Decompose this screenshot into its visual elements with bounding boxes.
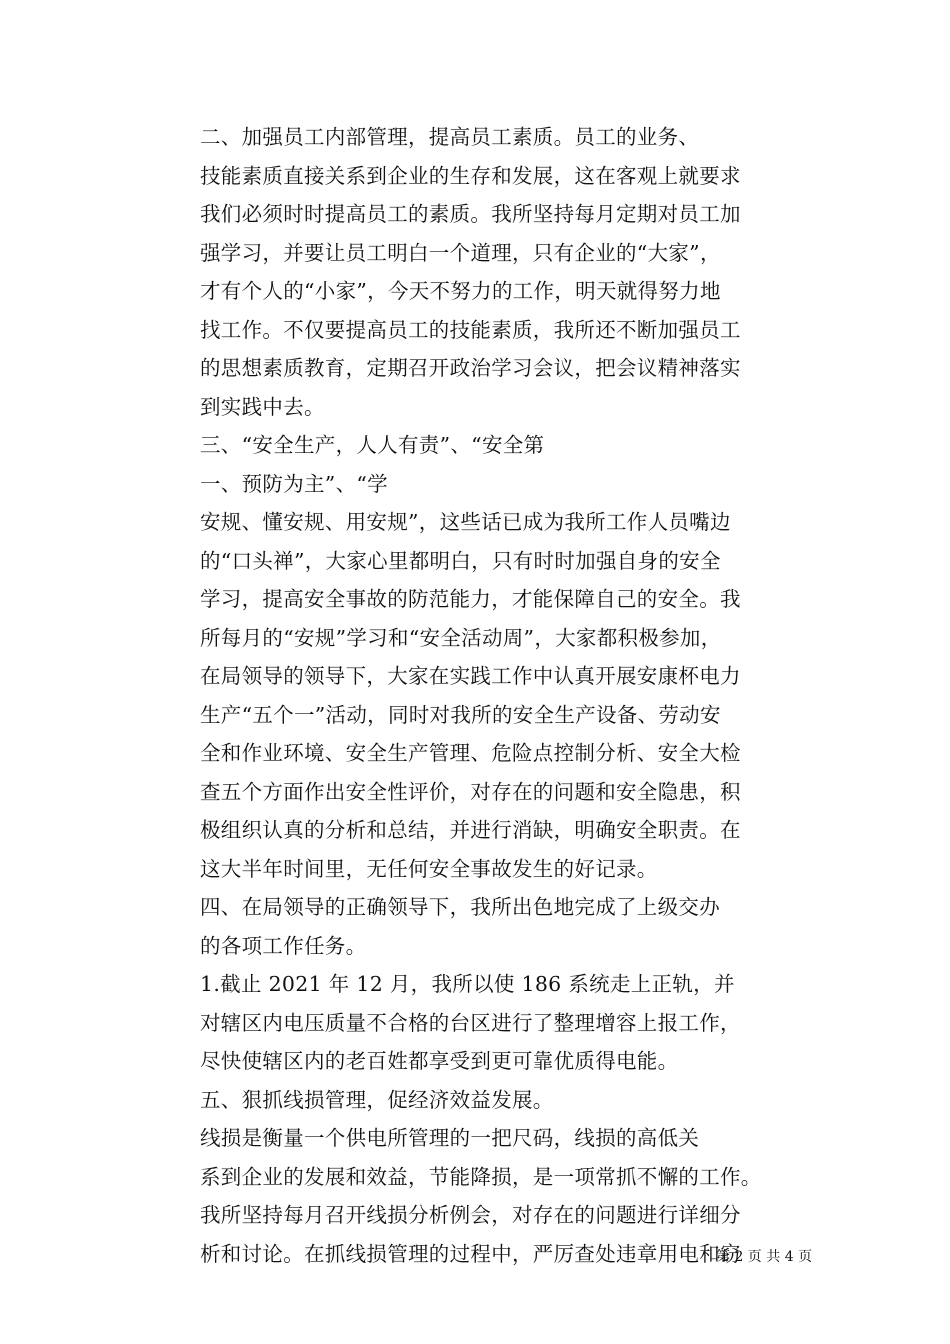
- text-line: 析和讨论。在抓线损管理的过程中，严厉查处违章用电和窃: [200, 1241, 741, 1266]
- page-number: 第 2 页 共 4 页: [716, 1249, 813, 1265]
- text-line: 三、“安全生产，人人有责”、“安全第: [200, 433, 545, 457]
- text-line: 技能素质直接关系到企业的生存和发展，这在客观上就要求: [200, 163, 741, 188]
- text-line: 在局领导的领导下，大家在实践工作中认真开展安康杯电力: [200, 664, 741, 688]
- text-line: 的各项工作任务。: [200, 933, 367, 958]
- text-line: 的“口头禅”，大家心里都明白，只有时时加强自身的安全: [200, 548, 721, 573]
- text-line: 所每月的“安规”学习和“安全活动周”，大家都积极参加，: [200, 625, 722, 650]
- text-line: 对辖区内电压质量不合格的台区进行了整理增容上报工作，: [200, 1010, 741, 1035]
- text-line: 找工作。不仅要提高员工的技能素质，我所还不断加强员工: [200, 317, 741, 342]
- text-line: 线损是衡量一个供电所管理的一把尺码，线损的高低关: [200, 1126, 700, 1150]
- text-line: 1.截止 2021 年 12 月，我所以使 186 系统走上正轨，并: [200, 972, 735, 996]
- text-line: 尽快使辖区内的老百姓都享受到更可靠优质得电能。: [200, 1049, 679, 1073]
- text-line: 一、预防为主”、“学: [200, 471, 388, 496]
- document-body: [200, 118, 820, 1273]
- text-line: 二、加强员工内部管理，提高员工素质。员工的业务、: [200, 125, 700, 149]
- text-line: 安规、懂安规、用安规”，这些话已成为我所工作人员嘴边: [200, 510, 731, 534]
- text-line: 这大半年时间里，无任何安全事故发生的好记录。: [200, 856, 658, 881]
- text-line: 极组织认真的分析和总结，并进行消缺，明确安全职责。在: [200, 818, 741, 842]
- text-line: 全和作业环境、安全生产管理、危险点控制分析、安全大检: [200, 741, 741, 765]
- text-line: 学习，提高安全事故的防范能力，才能保障自己的安全。我: [200, 587, 741, 611]
- text-line: 五、狠抓线损管理，促经济效益发展。: [200, 1087, 554, 1112]
- text-line: 查五个方面作出安全性评价，对存在的问题和安全隐患，积: [200, 779, 741, 804]
- text-line: 四、在局领导的正确领导下，我所出色地完成了上级交办: [200, 895, 720, 919]
- text-line: 到实践中去。: [200, 394, 325, 419]
- text-line: 我们必须时时提高员工的素质。我所坚持每月定期对员工加: [200, 202, 741, 226]
- text-line: 才有个人的“小家”，今天不努力的工作，明天就得努力地: [200, 279, 721, 303]
- text-line: 强学习，并要让员工明白一个道理，只有企业的“大家”，: [200, 240, 721, 265]
- text-line: 的思想素质教育，定期召开政治学习会议，把会议精神落实: [200, 356, 741, 380]
- text-line: 我所坚持每月召开线损分析例会，对存在的问题进行详细分: [200, 1203, 741, 1227]
- text-line: 系到企业的发展和效益，节能降损，是一项常抓不懈的工作。: [200, 1164, 762, 1189]
- text-line: 生产“五个一”活动，同时对我所的安全生产设备、劳动安: [200, 702, 721, 727]
